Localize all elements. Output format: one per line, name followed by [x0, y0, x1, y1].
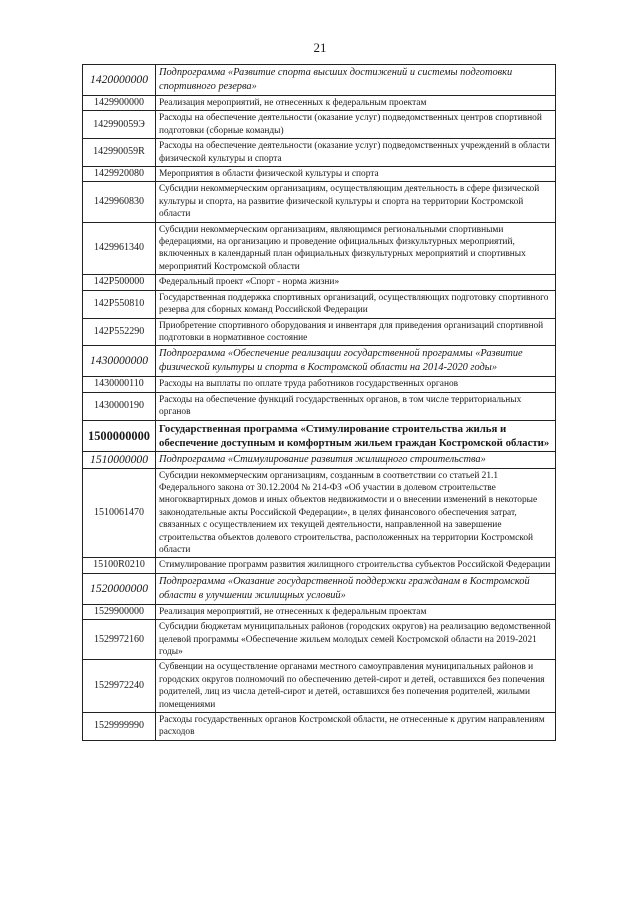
description-cell: Стимулирование программ развития жилищного строительства субъектов Российской Федерации	[156, 558, 556, 573]
code-cell: 15100R0210	[83, 558, 156, 573]
table-row	[83, 604, 556, 619]
code-cell: 142990059R	[83, 139, 156, 167]
code-cell: 1430000000	[83, 346, 156, 377]
code-cell: 1420000000	[83, 65, 156, 96]
code-cell: 1529999990	[83, 713, 156, 741]
code-cell: 1510061470	[83, 468, 156, 558]
description-cell: Субсидии некоммерческим организациям, осуществляющим деятельность в сфере физической культуры и спорта, на развитие физической культуры и спорта на территории Костромской области	[156, 182, 556, 222]
table-row	[83, 290, 556, 318]
table-row	[83, 468, 556, 558]
description-cell: Государственная программа «Стимулирование строительства жилья и обеспечение доступным и комфортным жильем граждан Костромской области»	[156, 420, 556, 451]
table-row	[83, 111, 556, 139]
code-cell: 1529972240	[83, 660, 156, 713]
table-row	[83, 620, 556, 660]
table-row	[83, 318, 556, 346]
table-row	[83, 96, 556, 111]
description-cell: Субвенции на осуществление органами местного самоуправления муниципальных районов и городских округов полномочий по обеспечению детей-сирот и детей, оставшихся без попечения родителей, лиц из числа детей-сирот и детей, оставшихся без попечения родителей, жилыми помещениями	[156, 660, 556, 713]
description-cell: Реализация мероприятий, не отнесенных к федеральным проектам	[156, 96, 556, 111]
table-row	[83, 660, 556, 713]
table-row	[83, 420, 556, 451]
description-cell: Приобретение спортивного оборудования и инвентаря для приведения организаций спортивной подготовки в нормативное состояние	[156, 318, 556, 346]
description-cell: Федеральный проект «Спорт - норма жизни»	[156, 275, 556, 290]
description-cell: Подпрограмма «Обеспечение реализации государственной программы «Развитие физической культуры и спорта в Костромской области на 2014-2020 годы»	[156, 346, 556, 377]
table-row	[83, 451, 556, 468]
table-row	[83, 139, 556, 167]
table-row	[83, 65, 556, 96]
table-row	[83, 573, 556, 604]
code-cell: 1529900000	[83, 604, 156, 619]
code-cell: 1429961340	[83, 222, 156, 275]
table-row	[83, 713, 556, 741]
table-row	[83, 275, 556, 290]
description-cell: Реализация мероприятий, не отнесенных к федеральным проектам	[156, 604, 556, 619]
description-cell: Расходы на обеспечение деятельности (оказание услуг) подведомственных учреждений в области физической культуры и спорта	[156, 139, 556, 167]
table-row	[83, 182, 556, 222]
code-cell: 1430000110	[83, 377, 156, 392]
description-cell: Субсидии некоммерческим организациям, созданным в соответствии со статьей 21.1 Федерального закона от 30.12.2004 № 214-ФЗ «Об участии в долевом строительстве многоквартирных домов и иных объектов недвижимости и о внесении изменений в некоторые законодательные акты Российской Федерации», в целях финансового обеспечения затрат, связанных с осуществлением их текущей деятельности, направленной на завершение строительства объектов долевого строительства, расположенных на территории Костромской области	[156, 468, 556, 558]
code-cell: 142P552290	[83, 318, 156, 346]
code-cell: 1429960830	[83, 182, 156, 222]
budget-codes-table	[82, 64, 556, 741]
code-cell: 1529972160	[83, 620, 156, 660]
description-cell: Подпрограмма «Развитие спорта высших достижений и системы подготовки спортивного резерва»	[156, 65, 556, 96]
page-number: 21	[313, 40, 327, 55]
description-cell: Субсидии некоммерческим организациям, являющимся региональными спортивными федерациями, на организацию и проведение официальных физкультурных мероприятий, включенных в календарный план официальных физкультурных мероприятий и спортивных мероприятий Костромской области	[156, 222, 556, 275]
code-cell: 1429920080	[83, 167, 156, 182]
code-cell: 1430000190	[83, 392, 156, 420]
code-cell: 142P500000	[83, 275, 156, 290]
description-cell: Государственная поддержка спортивных организаций, осуществляющих подготовку спортивного резерва для сборных команд Российской Федерации	[156, 290, 556, 318]
description-cell: Расходы на обеспечение функций государственных органов, в том числе территориальных органов	[156, 392, 556, 420]
code-cell: 142P550810	[83, 290, 156, 318]
code-cell: 1500000000	[83, 420, 156, 451]
code-cell: 1429900000	[83, 96, 156, 111]
description-cell: Мероприятия в области физической культуры и спорта	[156, 167, 556, 182]
code-cell: 142990059Э	[83, 111, 156, 139]
description-cell: Расходы на выплаты по оплате труда работников государственных органов	[156, 377, 556, 392]
table-row	[83, 558, 556, 573]
table-row	[83, 377, 556, 392]
table-row	[83, 346, 556, 377]
table-row	[83, 392, 556, 420]
code-cell: 1510000000	[83, 451, 156, 468]
code-cell: 1520000000	[83, 573, 156, 604]
description-cell: Подпрограмма «Стимулирование развития жилищного строительства»	[156, 451, 556, 468]
description-cell: Расходы государственных органов Костромской области, не отнесенные к другим направлениям расходов	[156, 713, 556, 741]
description-cell: Расходы на обеспечение деятельности (оказание услуг) подведомственных центров спортивной подготовки (сборные команды)	[156, 111, 556, 139]
table-row	[83, 222, 556, 275]
table-row	[83, 167, 556, 182]
description-cell: Субсидии бюджетам муниципальных районов (городских округов) на реализацию ведомственной целевой программы «Обеспечение жильем молодых семей Костромской области на 2019-2021 годы»	[156, 620, 556, 660]
description-cell: Подпрограмма «Оказание государственной поддержки гражданам в Костромской области в улучшении жилищных условий»	[156, 573, 556, 604]
